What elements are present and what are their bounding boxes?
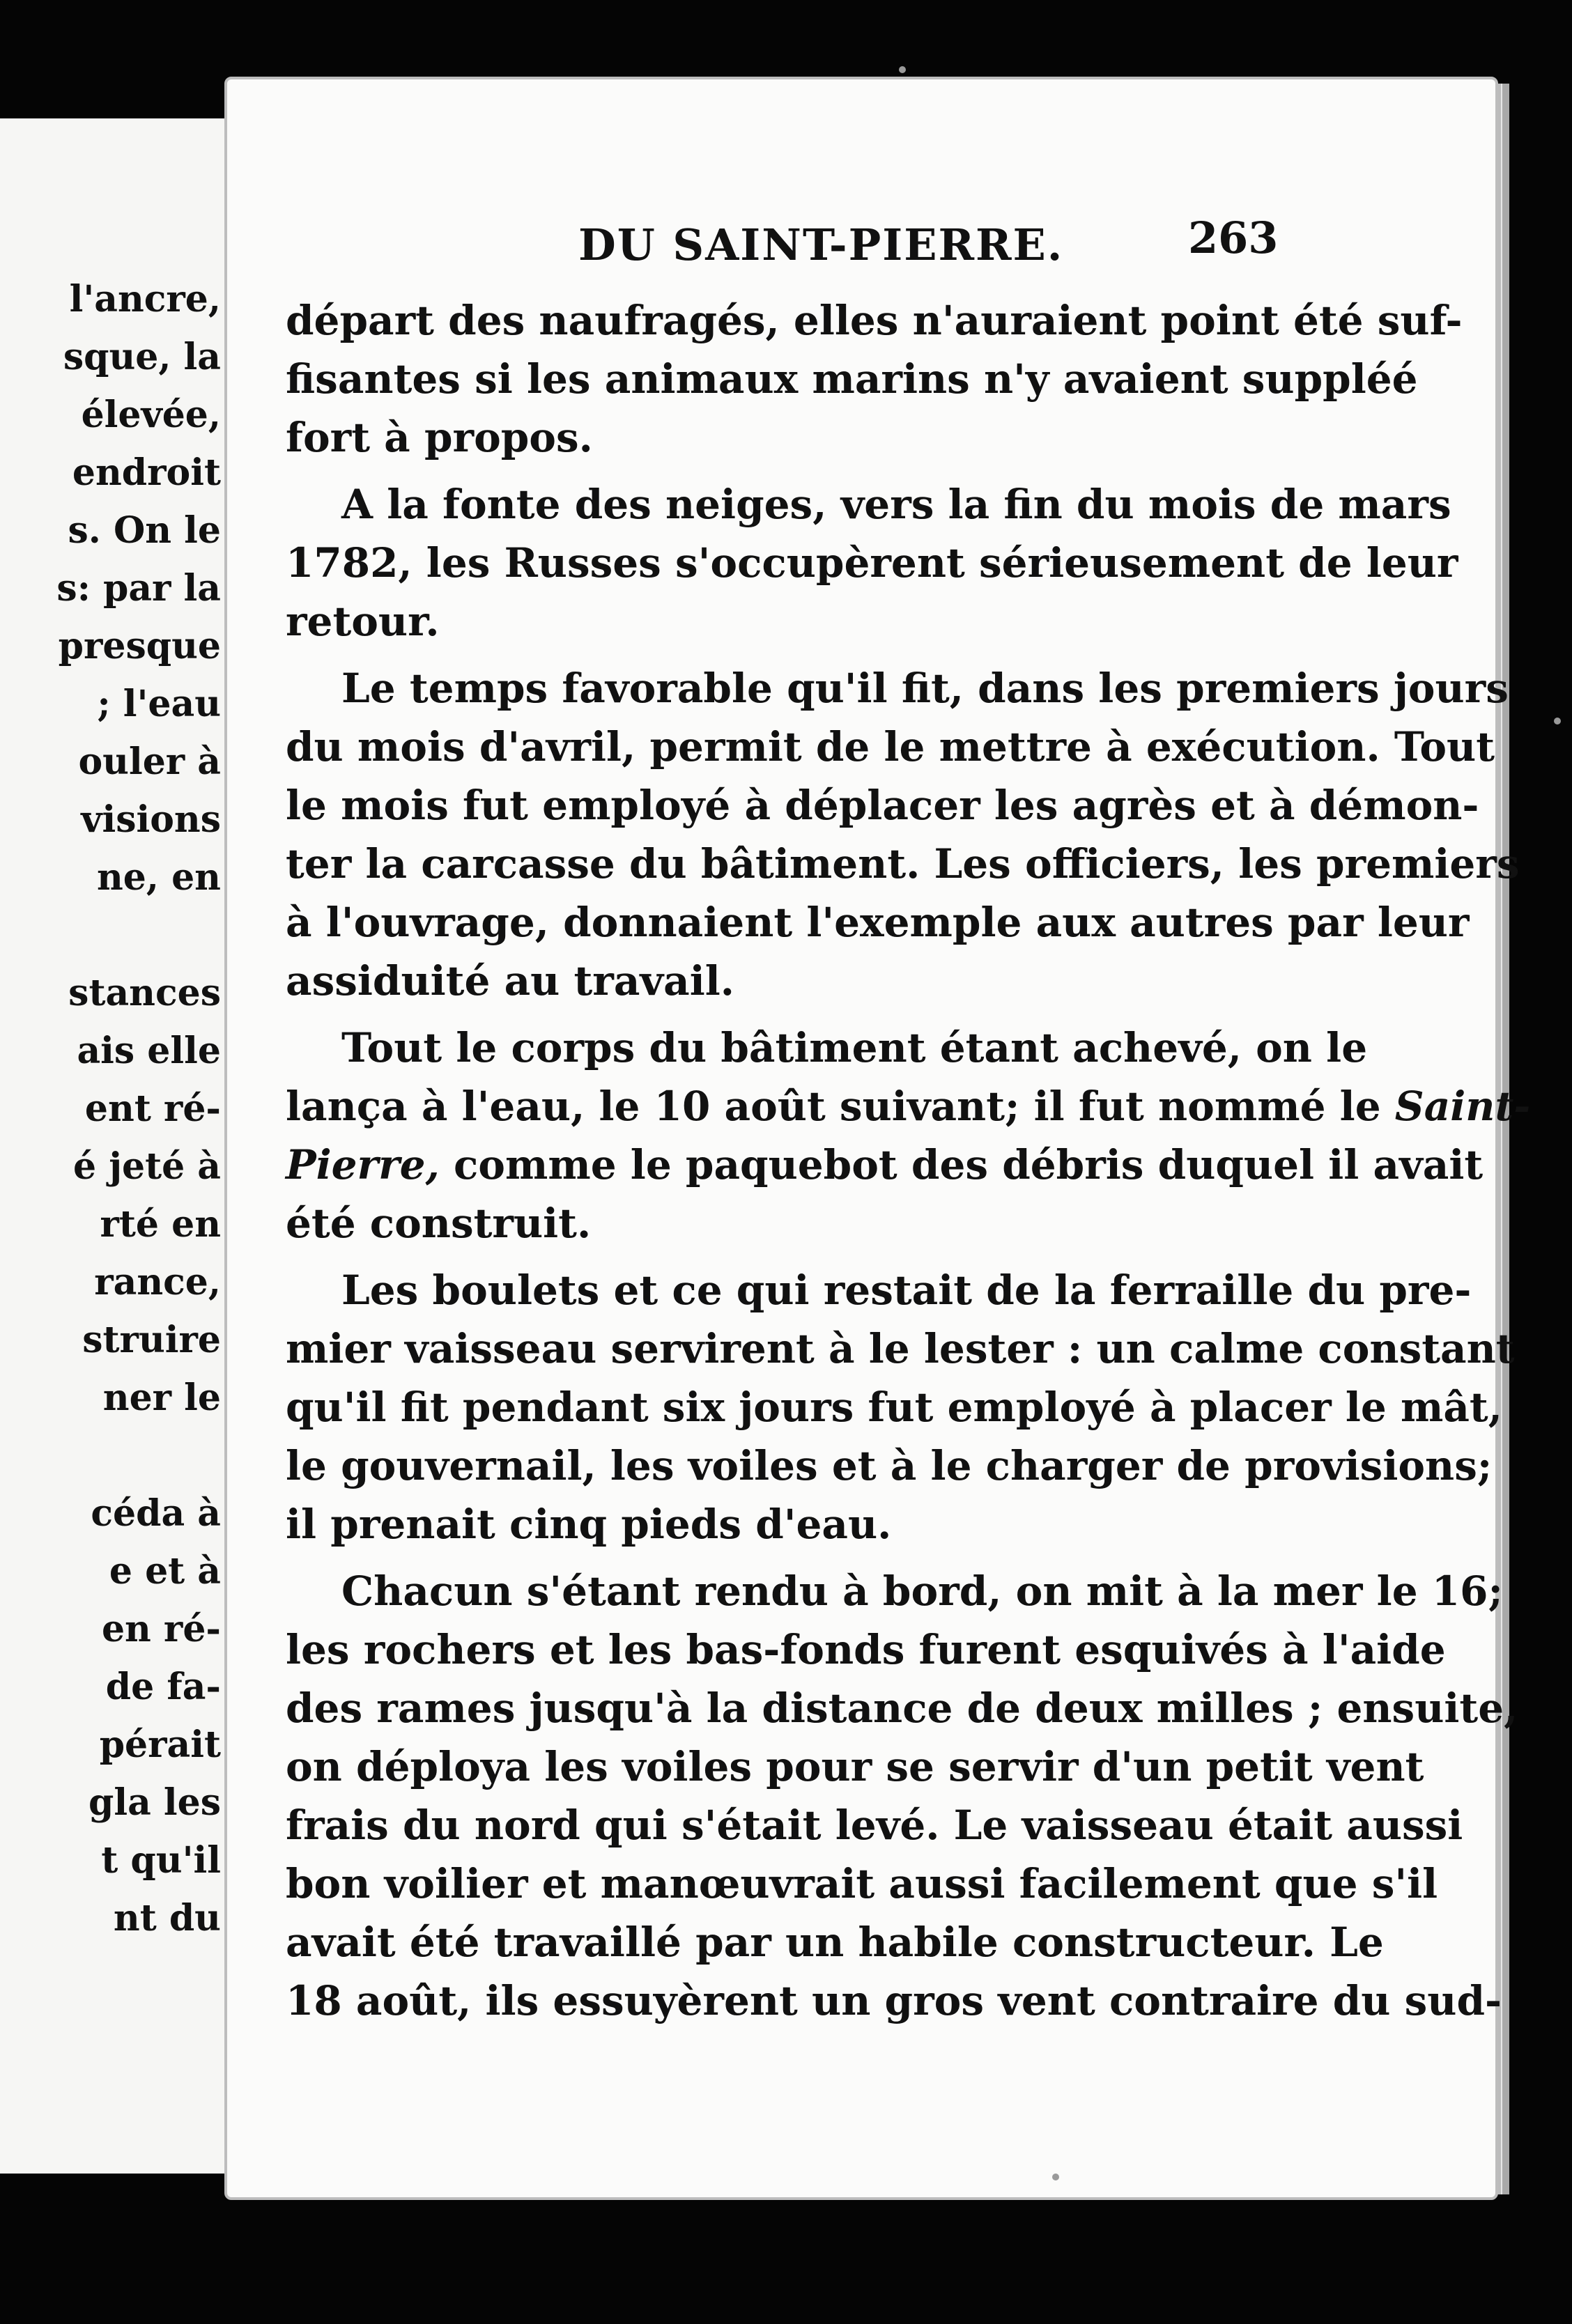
line-text: comme le paquebot des débris duquel il avait [439,1141,1484,1188]
text-line [286,350,1418,408]
line-text: fort à propos. [286,414,593,461]
line-text: lança à l'eau, le 10 août suivant; il fut nommé le [286,1083,1381,1130]
speck [899,66,906,73]
line-text: ter la carcasse du bâtiment. Les officiers, les premiers [286,840,1520,888]
paragraph-gap [286,1010,1338,1018]
text-line [286,1854,1438,1913]
left-page-line: ne, en [97,856,221,899]
line-text: A la fonte des neiges, vers la fin du mois de mars [341,481,1451,528]
left-page-line: e et à [109,1550,221,1593]
line-text: on déploya les voiles pour se servir d'un petit vent [286,1743,1424,1790]
line-text: Le temps favorable qu'il fit, dans les premiers jours [341,665,1509,712]
line-text: le mois fut employé à déplacer les agrès et à démon- [286,782,1479,829]
line-text: Chacun s'étant rendu à bord, on mit à la mer le 16; [341,1567,1503,1615]
text-line [286,776,1479,835]
line-text: mier vaisseau servirent à le lester : un calme constant [286,1325,1515,1372]
line-text: le gouvernail, les voiles et à le charger de provisions; [286,1442,1493,1489]
line-text: Tout le corps du bâtiment étant achevé, on le [341,1024,1368,1071]
italic-text: Saint- [1380,1083,1531,1130]
left-page-line: sque, la [63,336,221,378]
left-page-line: pérait [99,1723,221,1766]
line-text: des rames jusqu'à la distance de deux milles ; ensuite, [286,1684,1518,1732]
text-line [286,1495,1338,1554]
left-page-line: ent ré- [84,1087,221,1130]
text-line [286,1436,1493,1495]
left-page-line: ner le [102,1377,221,1419]
line-text: frais du nord qui s'était levé. Le vaisseau était aussi [286,1802,1463,1849]
text-line [286,835,1520,893]
left-page-line: gla les [88,1781,221,1824]
line-text: Les boulets et ce qui restait de la ferraille du pre- [341,1266,1472,1314]
italic-text: Pierre, [286,1141,440,1188]
left-page-line: struire [82,1319,221,1361]
left-page-line: rté en [100,1203,221,1246]
line-text: fisantes si les animaux marins n'y avaient suppléé [286,355,1418,403]
line-text: départ des naufragés, elles n'auraient point été suf- [286,297,1463,344]
left-page-line: ; l'eau [97,683,221,725]
text-line [286,1319,1515,1378]
text-line [286,1796,1463,1854]
text-line [286,1562,1503,1620]
speck [1554,718,1561,725]
left-page-line: céda à [91,1492,221,1535]
text-line [286,592,1338,651]
line-text: les rochers et les bas-fonds furent esquivés à l'aide [286,1626,1446,1673]
left-page-line: élevée, [81,394,221,436]
text-line [286,1077,1531,1136]
line-text: qu'il fit pendant six jours fut employé à placer le mât, [286,1384,1502,1431]
text-line [286,1971,1502,2030]
line-text: 18 août, ils essuyèrent un gros vent contraire du sud- [286,1977,1502,2024]
page-number: 263 [1188,212,1279,263]
text-line [286,893,1470,952]
text-block [286,291,1531,2030]
text-line [286,475,1451,534]
paragraph-gap [286,651,1338,659]
left-page-line: s. On le [68,509,221,552]
left-page-line: stances [68,972,221,1014]
line-text: bon voilier et manœuvrait aussi facilement que s'il [286,1860,1438,1907]
text-line [286,1018,1368,1077]
text-line [286,291,1463,350]
line-text: été construit. [286,1200,592,1247]
text-line [286,718,1495,776]
line-text: du mois d'avril, permit de le mettre à exécution. Tout [286,723,1495,770]
line-text: retour. [286,598,440,645]
left-page-line: rance, [94,1261,221,1303]
left-page-line: l'ancre, [69,278,221,320]
text-line [286,1913,1384,1971]
line-text: avait été travaillé par un habile constructeur. Le [286,1919,1384,1966]
text-line [286,1378,1502,1436]
line-text: il prenait cinq pieds d'eau. [286,1501,892,1548]
left-page-line: presque [58,625,221,667]
line-text: à l'ouvrage, donnaient l'exemple aux autres par leur [286,899,1470,946]
left-page-line: de fa- [105,1666,221,1708]
text-line [286,1194,1338,1253]
text-line [286,1261,1472,1319]
text-line [286,1679,1518,1737]
text-line [286,408,1338,467]
paragraph-gap [286,467,1338,475]
left-page-line: s: par la [56,567,221,610]
text-line [286,1737,1424,1796]
paragraph-gap [286,1554,1338,1562]
left-page-line: ouler à [78,741,221,783]
text-line [286,1620,1446,1679]
left-page [0,118,236,2174]
left-page-line: é jeté à [73,1145,221,1188]
text-line [286,1136,1484,1194]
left-page-line: t qu'il [101,1839,221,1882]
line-text: assiduité au travail. [286,957,734,1005]
left-page-line: visions [81,798,221,841]
speck [1052,2174,1059,2180]
running-head: DU SAINT-PIERRE. [578,219,1064,270]
left-page-line: endroit [72,451,221,494]
left-page-line: en ré- [101,1608,221,1650]
left-page-line: ais elle [77,1030,221,1072]
left-page-line: nt du [113,1897,221,1939]
line-text: 1782, les Russes s'occupèrent sérieusement de leur [286,539,1458,587]
text-line [286,534,1458,592]
paragraph-gap [286,1253,1338,1261]
text-line [286,952,1338,1010]
text-line [286,659,1509,718]
